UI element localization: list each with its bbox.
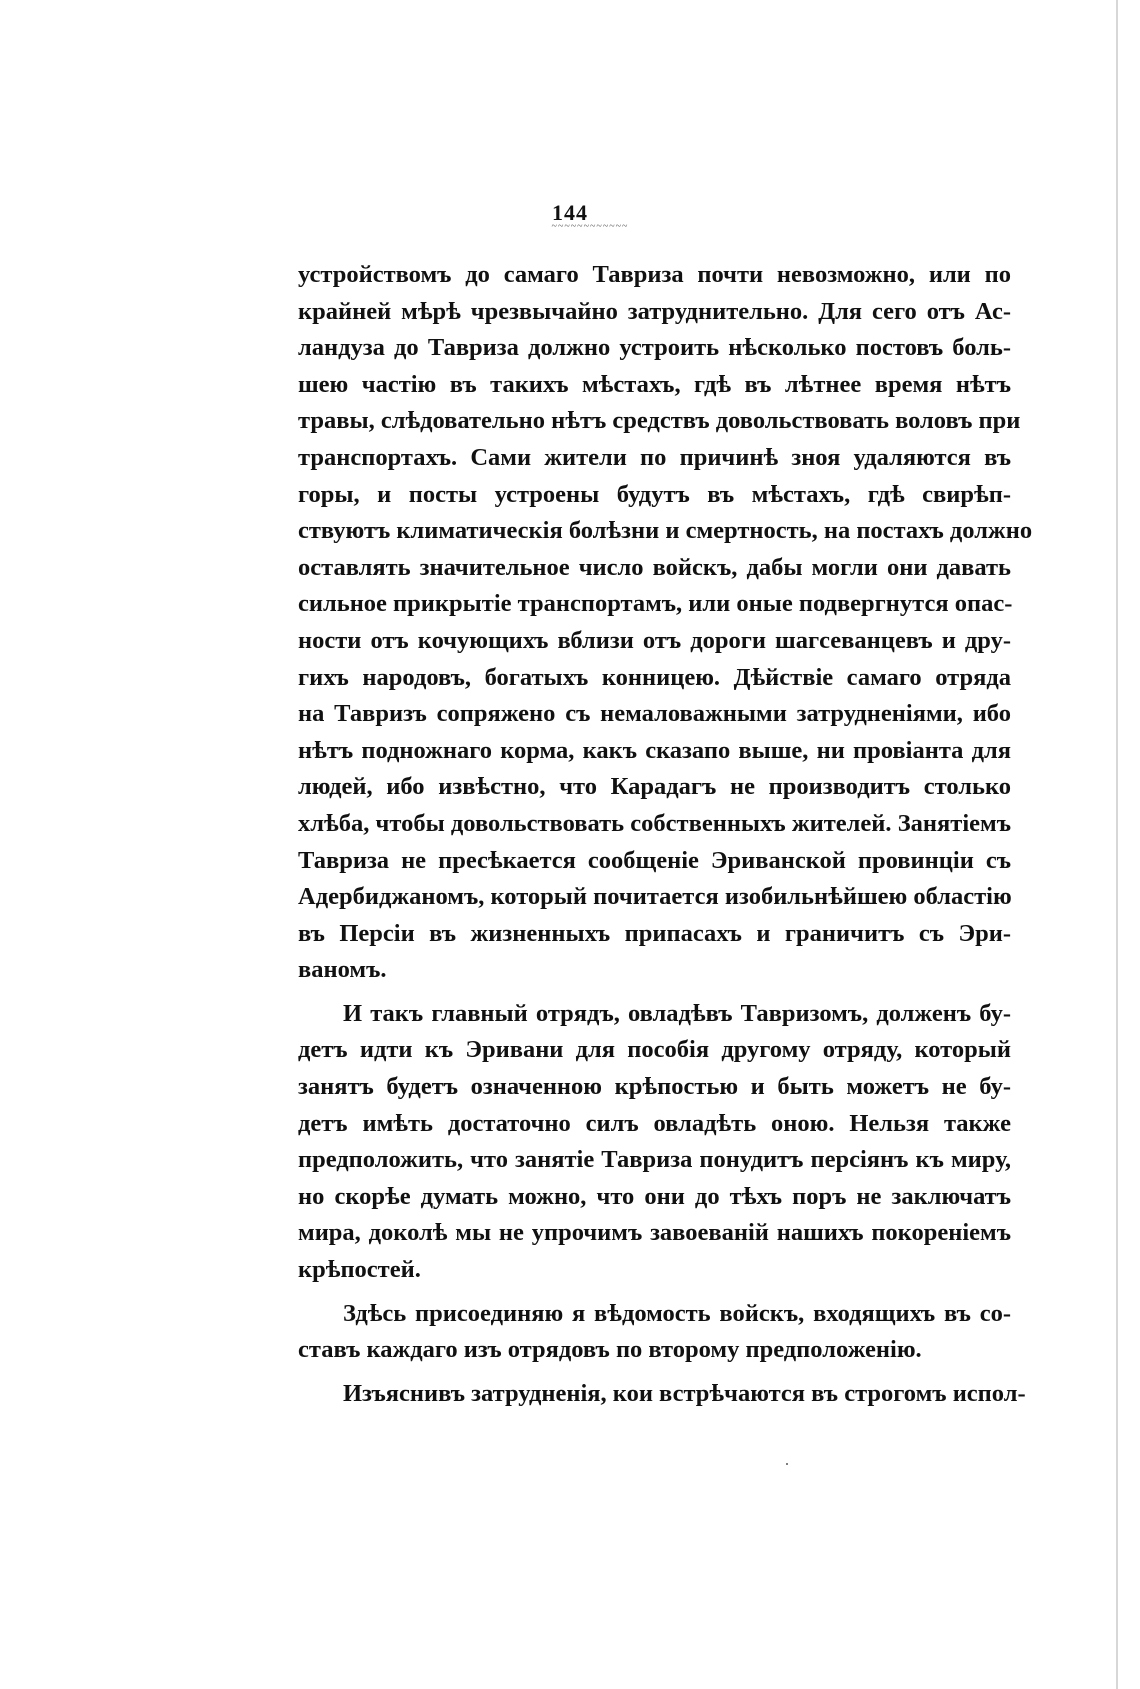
- text-line: ваномъ.: [298, 956, 387, 984]
- text-line: травы, слѣдовательно нѣтъ средствъ довольствовать воловъ при: [298, 407, 1021, 435]
- text-line: ставъ каждаго изъ отрядовъ по второму предположенію.: [298, 1336, 922, 1364]
- text-line: Здѣсь присоединяю я вѣдомость войскъ, входящихъ въ со-: [343, 1299, 1011, 1327]
- page-edge-shadow: [1116, 0, 1118, 1689]
- text-line: въ Персіи въ жизненныхъ припасахъ и граничитъ съ Эри-: [298, 919, 1011, 947]
- scan-speck: [786, 1463, 788, 1465]
- paragraph-4: [298, 1376, 1026, 1413]
- text-line: Изъяснивъ затрудненія, кои встрѣчаются въ строгомъ испол-: [343, 1379, 1026, 1407]
- text-line: но скорѣе думать можно, что они до тѣхъ поръ не заключатъ: [298, 1182, 1011, 1210]
- text-line: детъ имѣть достаточно силъ овладѣть оною. Нельзя также: [298, 1109, 1011, 1137]
- paragraph-spacing: [298, 989, 1011, 996]
- text-line: на Тавризъ сопряжено съ немаловажными затрудненіями, ибо: [298, 700, 1011, 728]
- text-line: крѣпостей.: [298, 1256, 421, 1284]
- text-line: горы, и посты устроены будутъ въ мѣстахъ, гдѣ свирѣп-: [298, 480, 1011, 508]
- header-ornament: ~~~~~~~~~~~~: [551, 221, 629, 232]
- text-line: гихъ народовъ, богатыхъ конницею. Дѣйствіе самаго отряда: [298, 663, 1011, 691]
- paragraph-3: [298, 1296, 1011, 1369]
- text-line: шею частію въ такихъ мѣстахъ, гдѣ въ лѣтнее время нѣтъ: [298, 370, 1011, 398]
- page-number: 144: [552, 200, 588, 225]
- paragraph-2: [298, 996, 1011, 1289]
- text-line: мира, доколѣ мы не упрочимъ завоеваній нашихъ покореніемъ: [298, 1219, 1011, 1247]
- text-line: сильное прикрытіе транспортамъ, или оные подвергнутся опас-: [298, 590, 1013, 618]
- text-line: нѣтъ подножнаго корма, какъ сказапо выше, ни провіанта для: [298, 736, 1011, 764]
- text-line: ландуза до Тавриза должно устроить нѣсколько постовъ боль-: [298, 334, 1011, 362]
- text-line: И такъ главный отрядъ, овладѣвъ Тавризомъ, долженъ бу-: [343, 999, 1011, 1027]
- paragraph-1: [298, 257, 1033, 989]
- text-line: ности отъ кочующихъ вблизи отъ дороги шагсеванцевъ и дру-: [298, 626, 1011, 654]
- text-line: людей, ибо извѣстно, что Карадагъ не производитъ столько: [298, 773, 1011, 801]
- text-line: детъ идти къ Эривани для пособія другому отряду, который: [298, 1036, 1011, 1064]
- paragraph-spacing: [298, 1289, 1011, 1296]
- text-line: ствуютъ климатическія болѣзни и смертность, на постахъ должно: [298, 517, 1033, 545]
- text-line: Адербиджаномъ, который почитается изобильнѣйшею областію: [298, 883, 1012, 911]
- text-line: занятъ будетъ означенною крѣпостью и быть можетъ не бу-: [298, 1073, 1011, 1101]
- body-text: [298, 257, 1033, 1412]
- text-line: устройствомъ до самаго Тавриза почти невозможно, или по: [298, 261, 1011, 288]
- text-line: Тавриза не пресѣкается сообщеніе Эриванской провинціи съ: [298, 846, 1011, 874]
- text-line: хлѣба, чтобы довольствовать собственныхъ жителей. Занятіемъ: [298, 809, 1011, 837]
- text-line: крайней мѣрѣ чрезвычайно затруднительно. Для сего отъ Ас-: [298, 297, 1011, 325]
- text-line: транспортахъ. Сами жители по причинѣ зноя удаляются въ: [298, 443, 1011, 471]
- paragraph-spacing: [298, 1369, 1011, 1376]
- text-line: оставлять значительное число войскъ, дабы могли они давать: [298, 553, 1011, 581]
- text-line: предположить, что занятіе Тавриза понудитъ персіянъ къ миру,: [298, 1146, 1011, 1174]
